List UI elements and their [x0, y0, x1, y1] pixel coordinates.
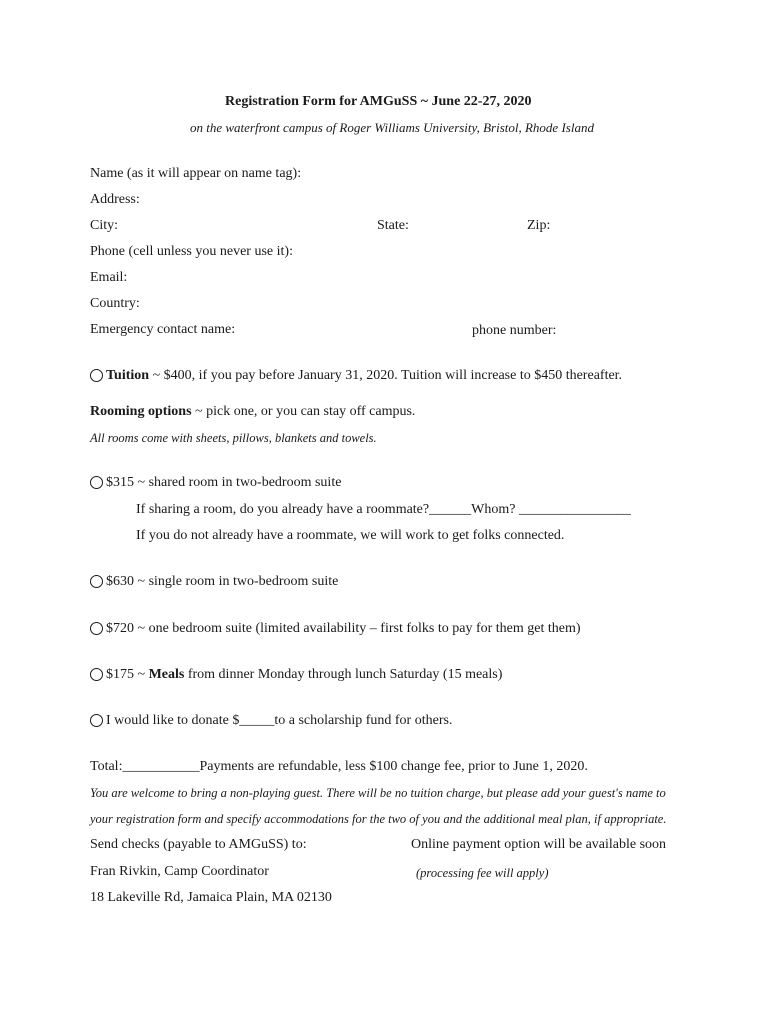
single-room-text: $630 ~ single room in two-bedroom suite [106, 574, 339, 589]
guest-note-2: your registration form and specify accommodations for the two of you and the additional meal plan, if appropriate. [90, 812, 667, 826]
rooming-text: ~ pick one, or you can stay off campus. [191, 404, 416, 419]
processing-fee-note: (processing fee will apply) [416, 866, 549, 880]
tuition-text: ~ $400, if you pay before January 31, 2020. Tuition will increase to $450 thereafter. [149, 368, 623, 383]
roommate-note: If you do not already have a roommate, we will work to get folks connected. [136, 528, 565, 543]
emergency-phone-label: phone number: [472, 323, 557, 338]
country-field-label: Country: [90, 296, 140, 311]
meals-label: Meals [148, 667, 185, 682]
suite-option[interactable] [90, 620, 581, 638]
meals-option[interactable] [90, 666, 502, 684]
roommate-question: If sharing a room, do you already have a roommate?______Whom? ________________ [136, 502, 631, 517]
emergency-contact-label: Emergency contact name: [90, 322, 236, 337]
donate-option[interactable] [90, 712, 452, 730]
rooming-label: Rooming options [90, 404, 192, 419]
online-payment-note: Online payment option will be available soon [411, 837, 667, 852]
guest-note-1: You are welcome to bring a non-playing guest. There will be no tuition charge, but please add your guest's name to [90, 786, 666, 800]
zip-field-label: Zip: [527, 218, 551, 233]
radio-circle-icon[interactable] [90, 369, 103, 382]
shared-room-text: $315 ~ shared room in two-bedroom suite [106, 475, 342, 490]
page-subtitle: on the waterfront campus of Roger Williams University, Bristol, Rhode Island [190, 120, 594, 135]
suite-text: $720 ~ one bedroom suite (limited availability – first folks to pay for them get them) [106, 621, 581, 636]
email-field-label: Email: [90, 270, 128, 285]
total-line: Total:___________Payments are refundable, less $100 change fee, prior to June 1, 2020. [90, 759, 588, 774]
mailing-address: 18 Lakeville Rd, Jamaica Plain, MA 02130 [90, 890, 332, 905]
radio-circle-icon[interactable] [90, 714, 103, 727]
rooming-note: All rooms come with sheets, pillows, blankets and towels. [90, 431, 377, 445]
rooming-heading [90, 403, 415, 421]
coordinator-name: Fran Rivkin, Camp Coordinator [90, 864, 269, 879]
radio-circle-icon[interactable] [90, 622, 103, 635]
tuition-label: Tuition [106, 368, 150, 383]
radio-circle-icon[interactable] [90, 668, 103, 681]
page-title: Registration Form for AMGuSS ~ June 22-27, 2020 [225, 94, 532, 109]
single-room-option[interactable] [90, 573, 338, 591]
city-field-label: City: [90, 218, 119, 233]
state-field-label: State: [377, 218, 409, 233]
meals-text-post: from dinner Monday through lunch Saturday (15 meals) [184, 667, 503, 682]
send-checks-label: Send checks (payable to AMGuSS) to: [90, 837, 307, 852]
donate-text: I would like to donate $_____to a scholarship fund for others. [106, 713, 453, 728]
radio-circle-icon[interactable] [90, 476, 103, 489]
meals-text-pre: $175 ~ [106, 667, 149, 682]
address-field-label: Address: [90, 192, 140, 207]
name-field-label: Name (as it will appear on name tag): [90, 166, 302, 181]
shared-room-option[interactable] [90, 474, 341, 492]
radio-circle-icon[interactable] [90, 575, 103, 588]
tuition-option[interactable] [90, 367, 622, 385]
phone-field-label: Phone (cell unless you never use it): [90, 244, 293, 259]
